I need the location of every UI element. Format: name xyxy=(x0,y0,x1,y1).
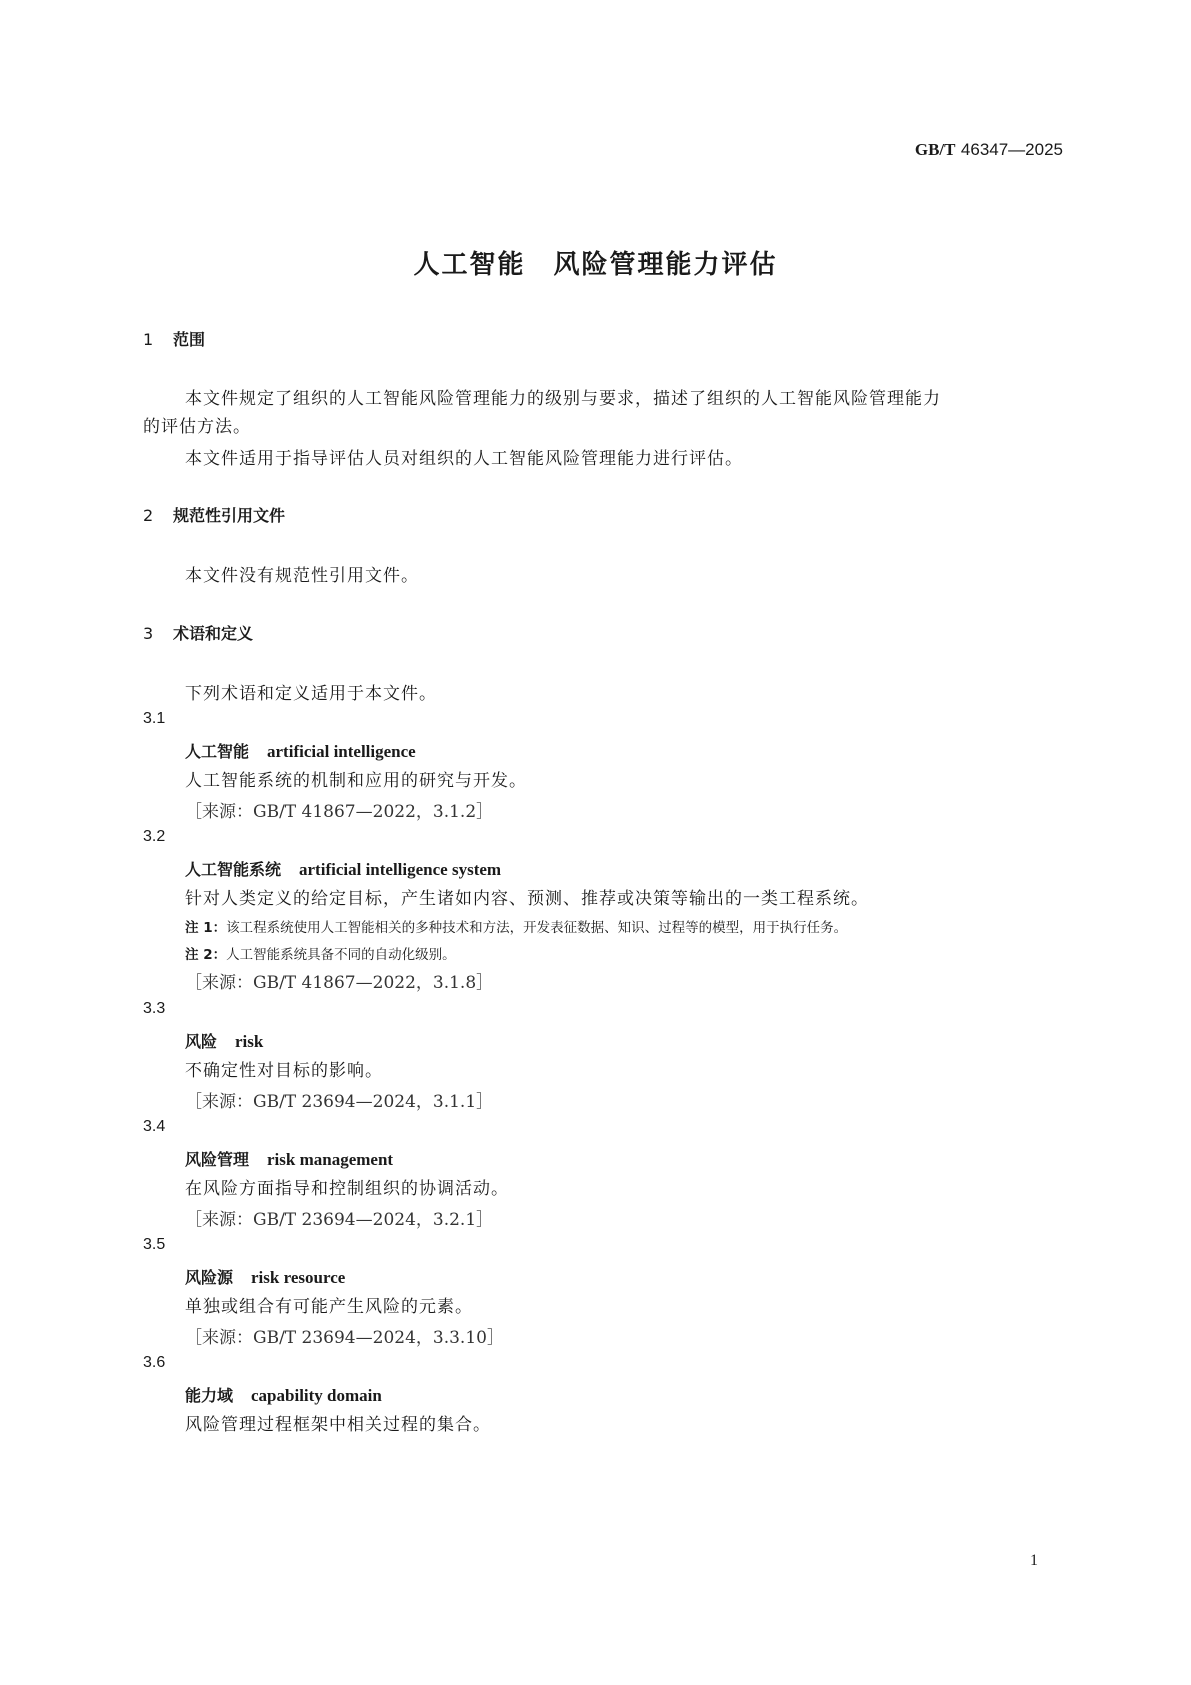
term-source: ［来源：GB/T 23694—2024，3.2.1］ xyxy=(185,1210,494,1230)
term-heading: 人工智能系统 artificial intelligence system xyxy=(185,860,502,879)
term-note: 注 1：该工程系统使用人工智能相关的多种技术和方法，开发表征数据、知识、过程等的模型，用于执行任务。 xyxy=(185,920,848,936)
term-source: ［来源：GB/T 41867—2022，3.1.2］ xyxy=(185,802,494,822)
term-source: ［来源：GB/T 41867—2022，3.1.8］ xyxy=(185,973,494,993)
term-definition: 风险管理过程框架中相关过程的集合。 xyxy=(185,1415,491,1435)
term-heading: 风险 risk xyxy=(185,1032,264,1051)
term-heading: 风险源 risk resource xyxy=(185,1268,346,1287)
term-definition: 不确定性对目标的影响。 xyxy=(185,1061,383,1081)
clause-number: 3.5 xyxy=(143,1236,166,1253)
term-heading: 风险管理 risk management xyxy=(185,1150,394,1169)
term-definition: 针对人类定义的给定目标，产生诸如内容、预测、推荐或决策等输出的一类工程系统。 xyxy=(185,889,869,909)
term-definition: 在风险方面指导和控制组织的协调活动。 xyxy=(185,1179,509,1199)
standard-prefix: GB/T xyxy=(914,140,956,159)
term-definition: 人工智能系统的机制和应用的研究与开发。 xyxy=(185,771,527,791)
term-heading: 能力域 capability domain xyxy=(185,1386,382,1405)
term-definition: 单独或组合有可能产生风险的元素。 xyxy=(185,1297,473,1317)
scope-paragraph-1-cont: 的评估方法。 xyxy=(143,417,251,437)
standard-number xyxy=(915,140,1063,160)
section-heading-3: 3 术语和定义 xyxy=(143,624,254,643)
terms-intro-paragraph: 下列术语和定义适用于本文件。 xyxy=(185,684,437,704)
scope-paragraph-1: 本文件规定了组织的人工智能风险管理能力的级别与要求，描述了组织的人工智能风险管理能力 xyxy=(185,389,941,409)
scope-paragraph-2: 本文件适用于指导评估人员对组织的人工智能风险管理能力进行评估。 xyxy=(185,449,743,469)
standard-code: 46347—2025 xyxy=(960,140,1063,159)
section-heading-2: 2 规范性引用文件 xyxy=(143,506,286,525)
term-source: ［来源：GB/T 23694—2024，3.1.1］ xyxy=(185,1092,494,1112)
document-title: 人工智能 风险管理能力评估 xyxy=(413,250,778,280)
section-heading-1: 1 范围 xyxy=(143,330,206,349)
clause-number: 3.4 xyxy=(143,1118,166,1135)
term-note: 注 2：人工智能系统具备不同的自动化级别。 xyxy=(185,947,456,963)
term-source: ［来源：GB/T 23694—2024，3.3.10］ xyxy=(185,1328,504,1348)
clause-number: 3.2 xyxy=(143,828,166,845)
clause-number: 3.3 xyxy=(143,1000,166,1017)
clause-number: 3.1 xyxy=(143,710,166,727)
normative-references-paragraph: 本文件没有规范性引用文件。 xyxy=(185,566,419,586)
clause-number: 3.6 xyxy=(143,1354,166,1371)
page-number: 1 xyxy=(1030,1552,1038,1569)
term-heading: 人工智能 artificial intelligence xyxy=(185,742,416,761)
